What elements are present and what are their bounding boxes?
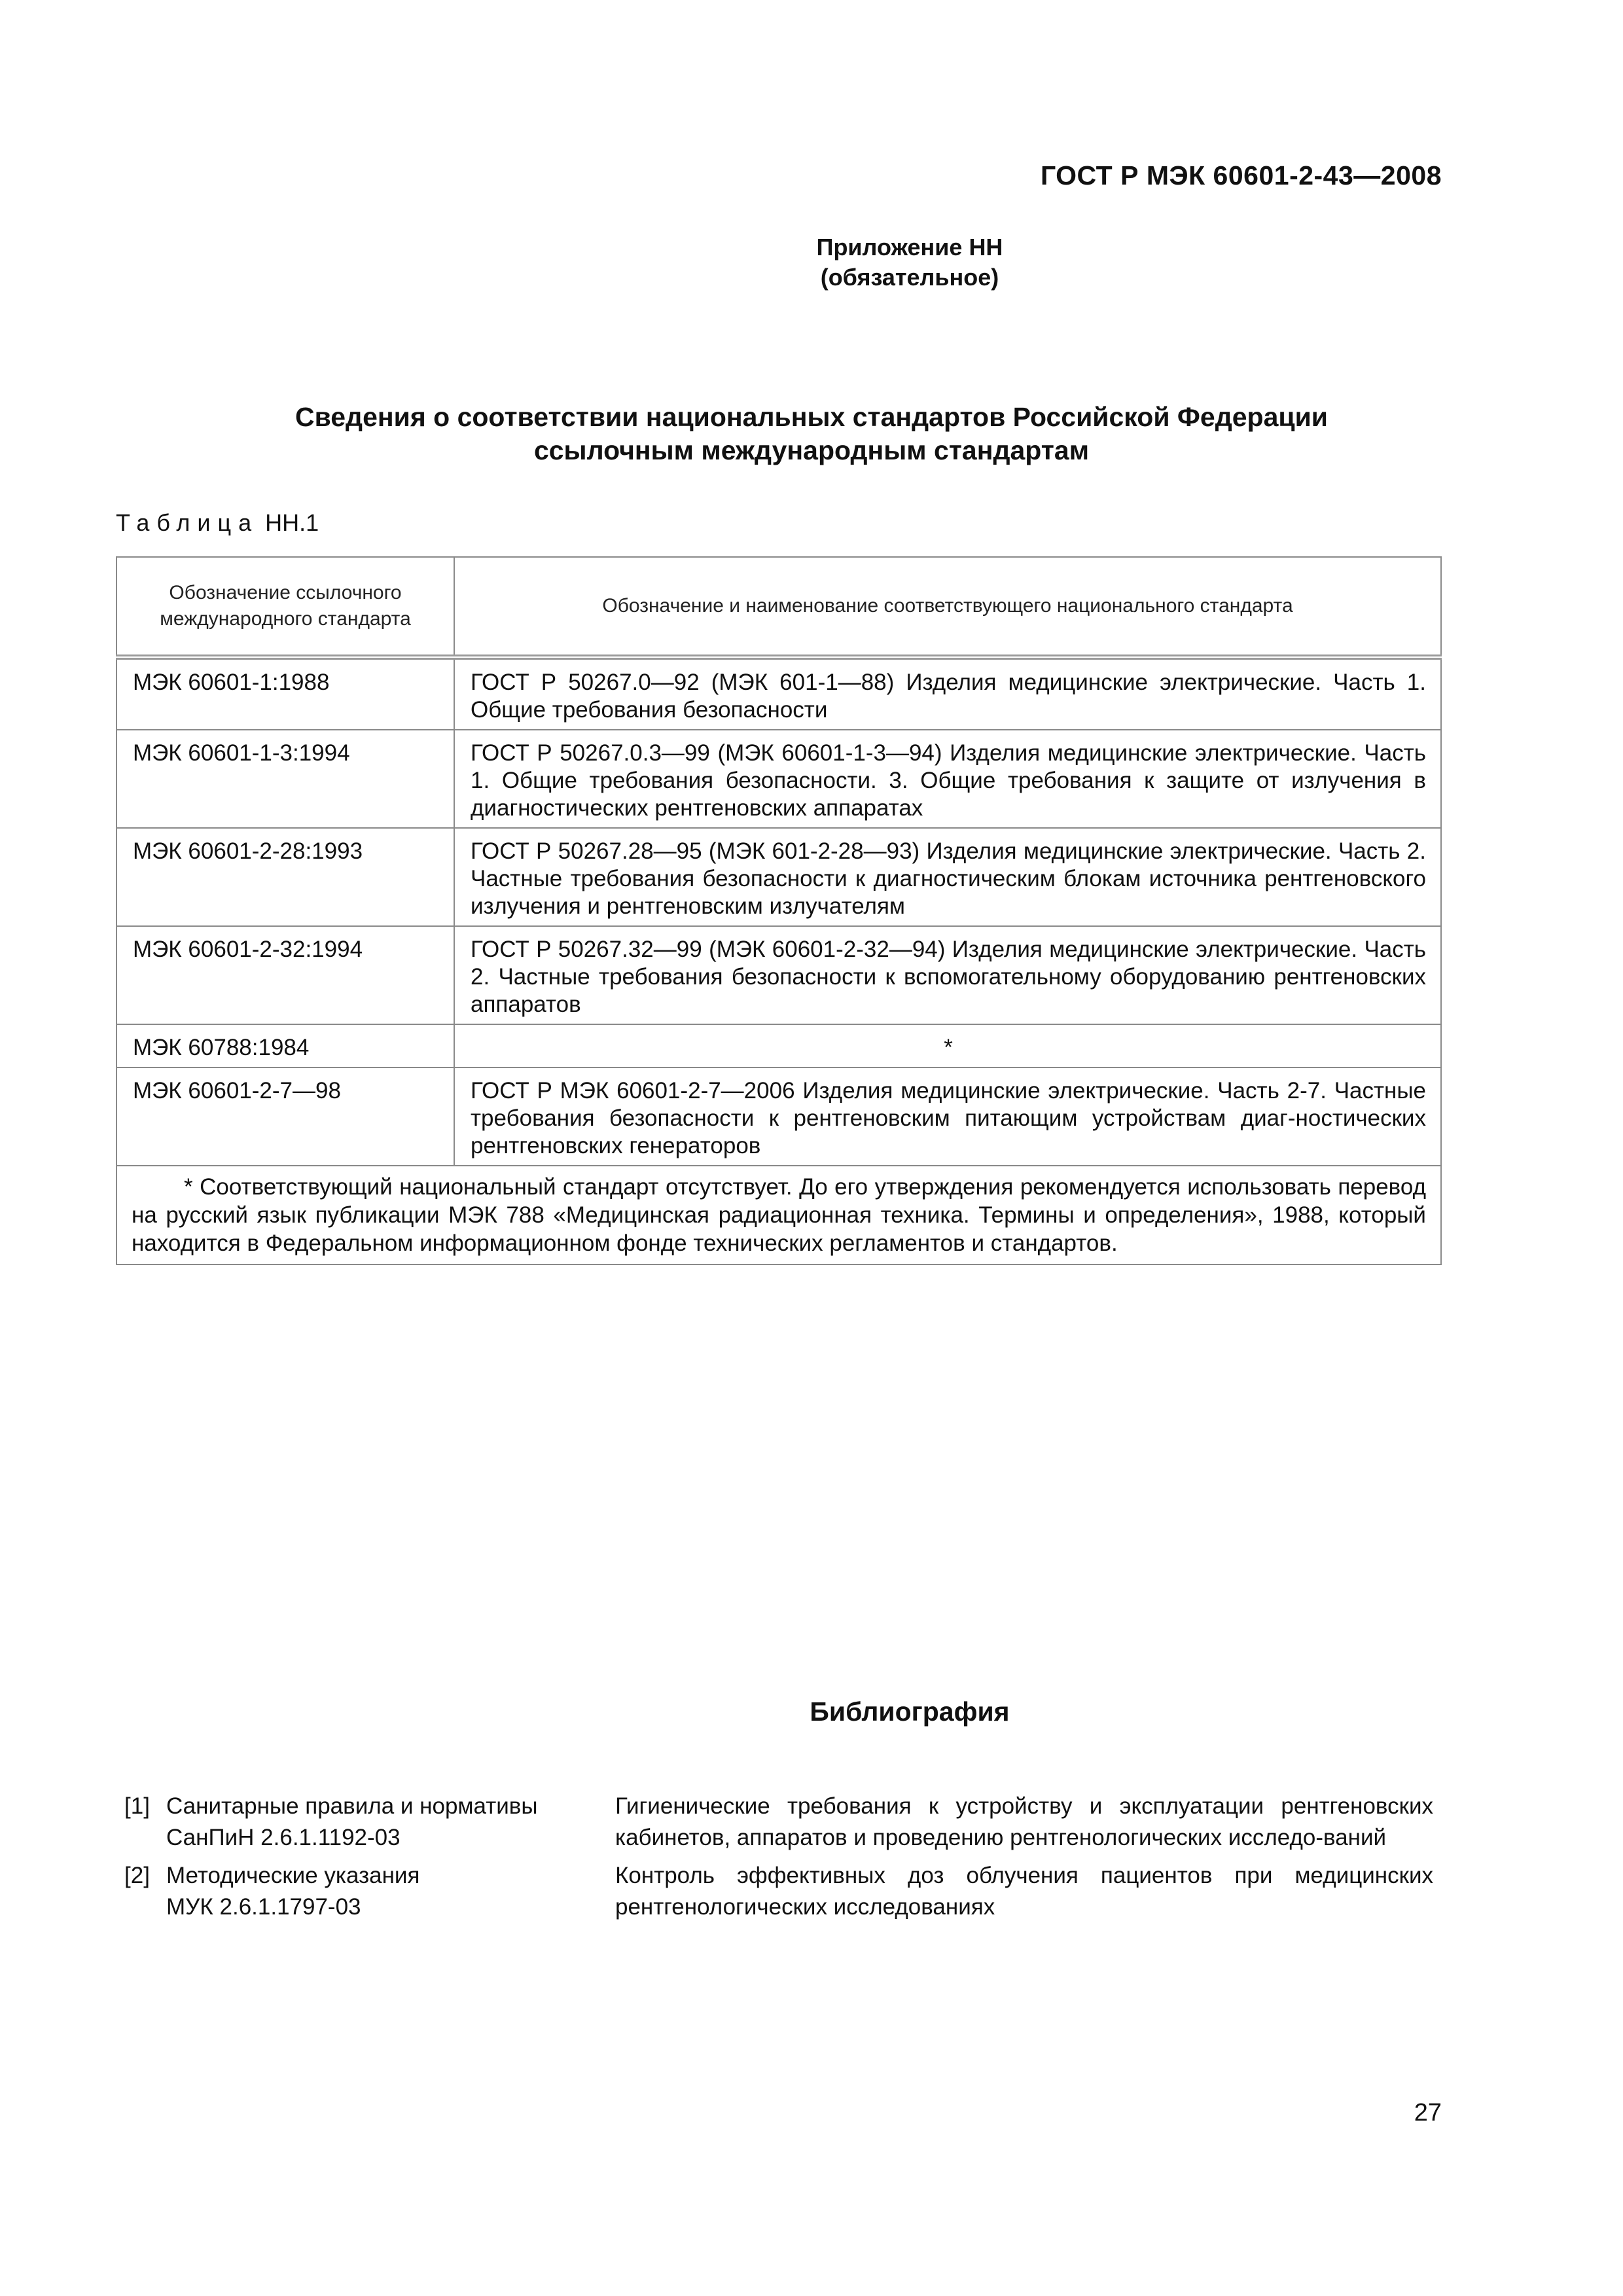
section-title-line2: ссылочным международным стандартам <box>533 435 1090 465</box>
table-header-national: Обозначение и наименование соответствующего национального стандарта <box>454 557 1441 657</box>
table-row <box>116 1024 1441 1067</box>
page-number: 27 <box>1414 2099 1442 2126</box>
intl-standard-cell: МЭК 60788:1984 <box>116 1024 454 1067</box>
table-row <box>116 1067 1441 1166</box>
table-caption-number: НН.1 <box>265 509 319 536</box>
national-standard-cell: ГОСТ Р 50267.28—95 (МЭК 601-2-28—93) Изделия медицинские электрические. Часть 2. Частные требования безопасности к диагностическим блокам источника рентгеновского излучения и рентгеновским излучателям <box>454 828 1441 926</box>
table-footnote: * Соответствующий национальный стандарт отсутствует. До его утверждения рекомендуется использовать перевод на русский язык публикации МЭК 788 «Медицинская радиационная техника. Термины и определения», 1988, который находится в Федеральном информационном фонде технических регламентов и стандартов. <box>116 1166 1441 1265</box>
bibliography-source <box>166 1791 615 1854</box>
table-footnote-row <box>116 1166 1441 1265</box>
table-caption-prefix: Таблица <box>116 509 259 536</box>
table-row <box>116 828 1441 926</box>
intl-standard-cell: МЭК 60601-2-32:1994 <box>116 926 454 1024</box>
standards-table <box>116 556 1442 1265</box>
bibliography-item <box>124 1860 1433 1923</box>
table-caption <box>116 509 319 537</box>
bibliography-source-type: Санитарные правила и нормативы <box>166 1793 538 1819</box>
section-title-line1: Сведения о соответствии национальных стандартов Российской Федерации <box>294 402 1329 432</box>
national-standard-cell: * <box>454 1024 1441 1067</box>
national-standard-cell: ГОСТ Р 50267.0.3—99 (МЭК 60601-1-3—94) Изделия медицинские электрические. Часть 1. Общие требования безопасности. 3. Общие требования к защите от излучения в диагностических рентгеновских аппаратах <box>454 730 1441 828</box>
table-row <box>116 730 1441 828</box>
bibliography-number: [1] <box>124 1793 150 1819</box>
annex-title: Приложение НН <box>816 234 1003 260</box>
table-row <box>116 657 1441 730</box>
intl-standard-cell: МЭК 60601-1:1988 <box>116 657 454 730</box>
bibliography-source-code: МУК 2.6.1.1797-03 <box>166 1894 361 1920</box>
table-row <box>116 926 1441 1024</box>
bibliography-source-code: СанПиН 2.6.1.1192-03 <box>166 1825 401 1850</box>
section-title <box>0 401 1623 467</box>
bibliography-description: Гигиенические требования к устройству и эксплуатации рентгеновских кабинетов, аппаратов и проведению рентгенологических исследо-ваний <box>615 1793 1433 1850</box>
table-header-intl: Обозначение ссылочного международного стандарта <box>116 557 454 657</box>
bibliography-source <box>166 1860 615 1923</box>
bibliography-list <box>124 1791 1433 1929</box>
annex-status: (обязательное) <box>820 264 999 291</box>
national-standard-cell: ГОСТ Р 50267.32—99 (МЭК 60601-2-32—94) Изделия медицинские электрические. Часть 2. Частные требования безопасности к вспомогательному оборудованию рентгеновских аппаратов <box>454 926 1441 1024</box>
bibliography-source-type: Методические указания <box>166 1863 420 1888</box>
national-standard-cell: ГОСТ Р МЭК 60601-2-7—2006 Изделия медицинские электрические. Часть 2-7. Частные требования безопасности к рентгеновским питающим устройствам диаг-ностических рентгеновских генераторов <box>454 1067 1441 1166</box>
bibliography-item <box>124 1791 1433 1854</box>
bibliography-description: Контроль эффективных доз облучения пациентов при медицинских рентгенологических исследованиях <box>615 1863 1433 1920</box>
table-header-row <box>116 557 1441 657</box>
intl-standard-cell: МЭК 60601-2-7—98 <box>116 1067 454 1166</box>
document-code: ГОСТ Р МЭК 60601-2-43—2008 <box>1040 160 1442 190</box>
bibliography-title: Библиография <box>810 1696 1010 1727</box>
intl-standard-cell: МЭК 60601-2-28:1993 <box>116 828 454 926</box>
intl-standard-cell: МЭК 60601-1-3:1994 <box>116 730 454 828</box>
national-standard-cell: ГОСТ Р 50267.0—92 (МЭК 601-1—88) Изделия медицинские электрические. Часть 1. Общие требования безопасности <box>454 657 1441 730</box>
bibliography-number: [2] <box>124 1863 150 1888</box>
annex-heading <box>0 232 1623 293</box>
